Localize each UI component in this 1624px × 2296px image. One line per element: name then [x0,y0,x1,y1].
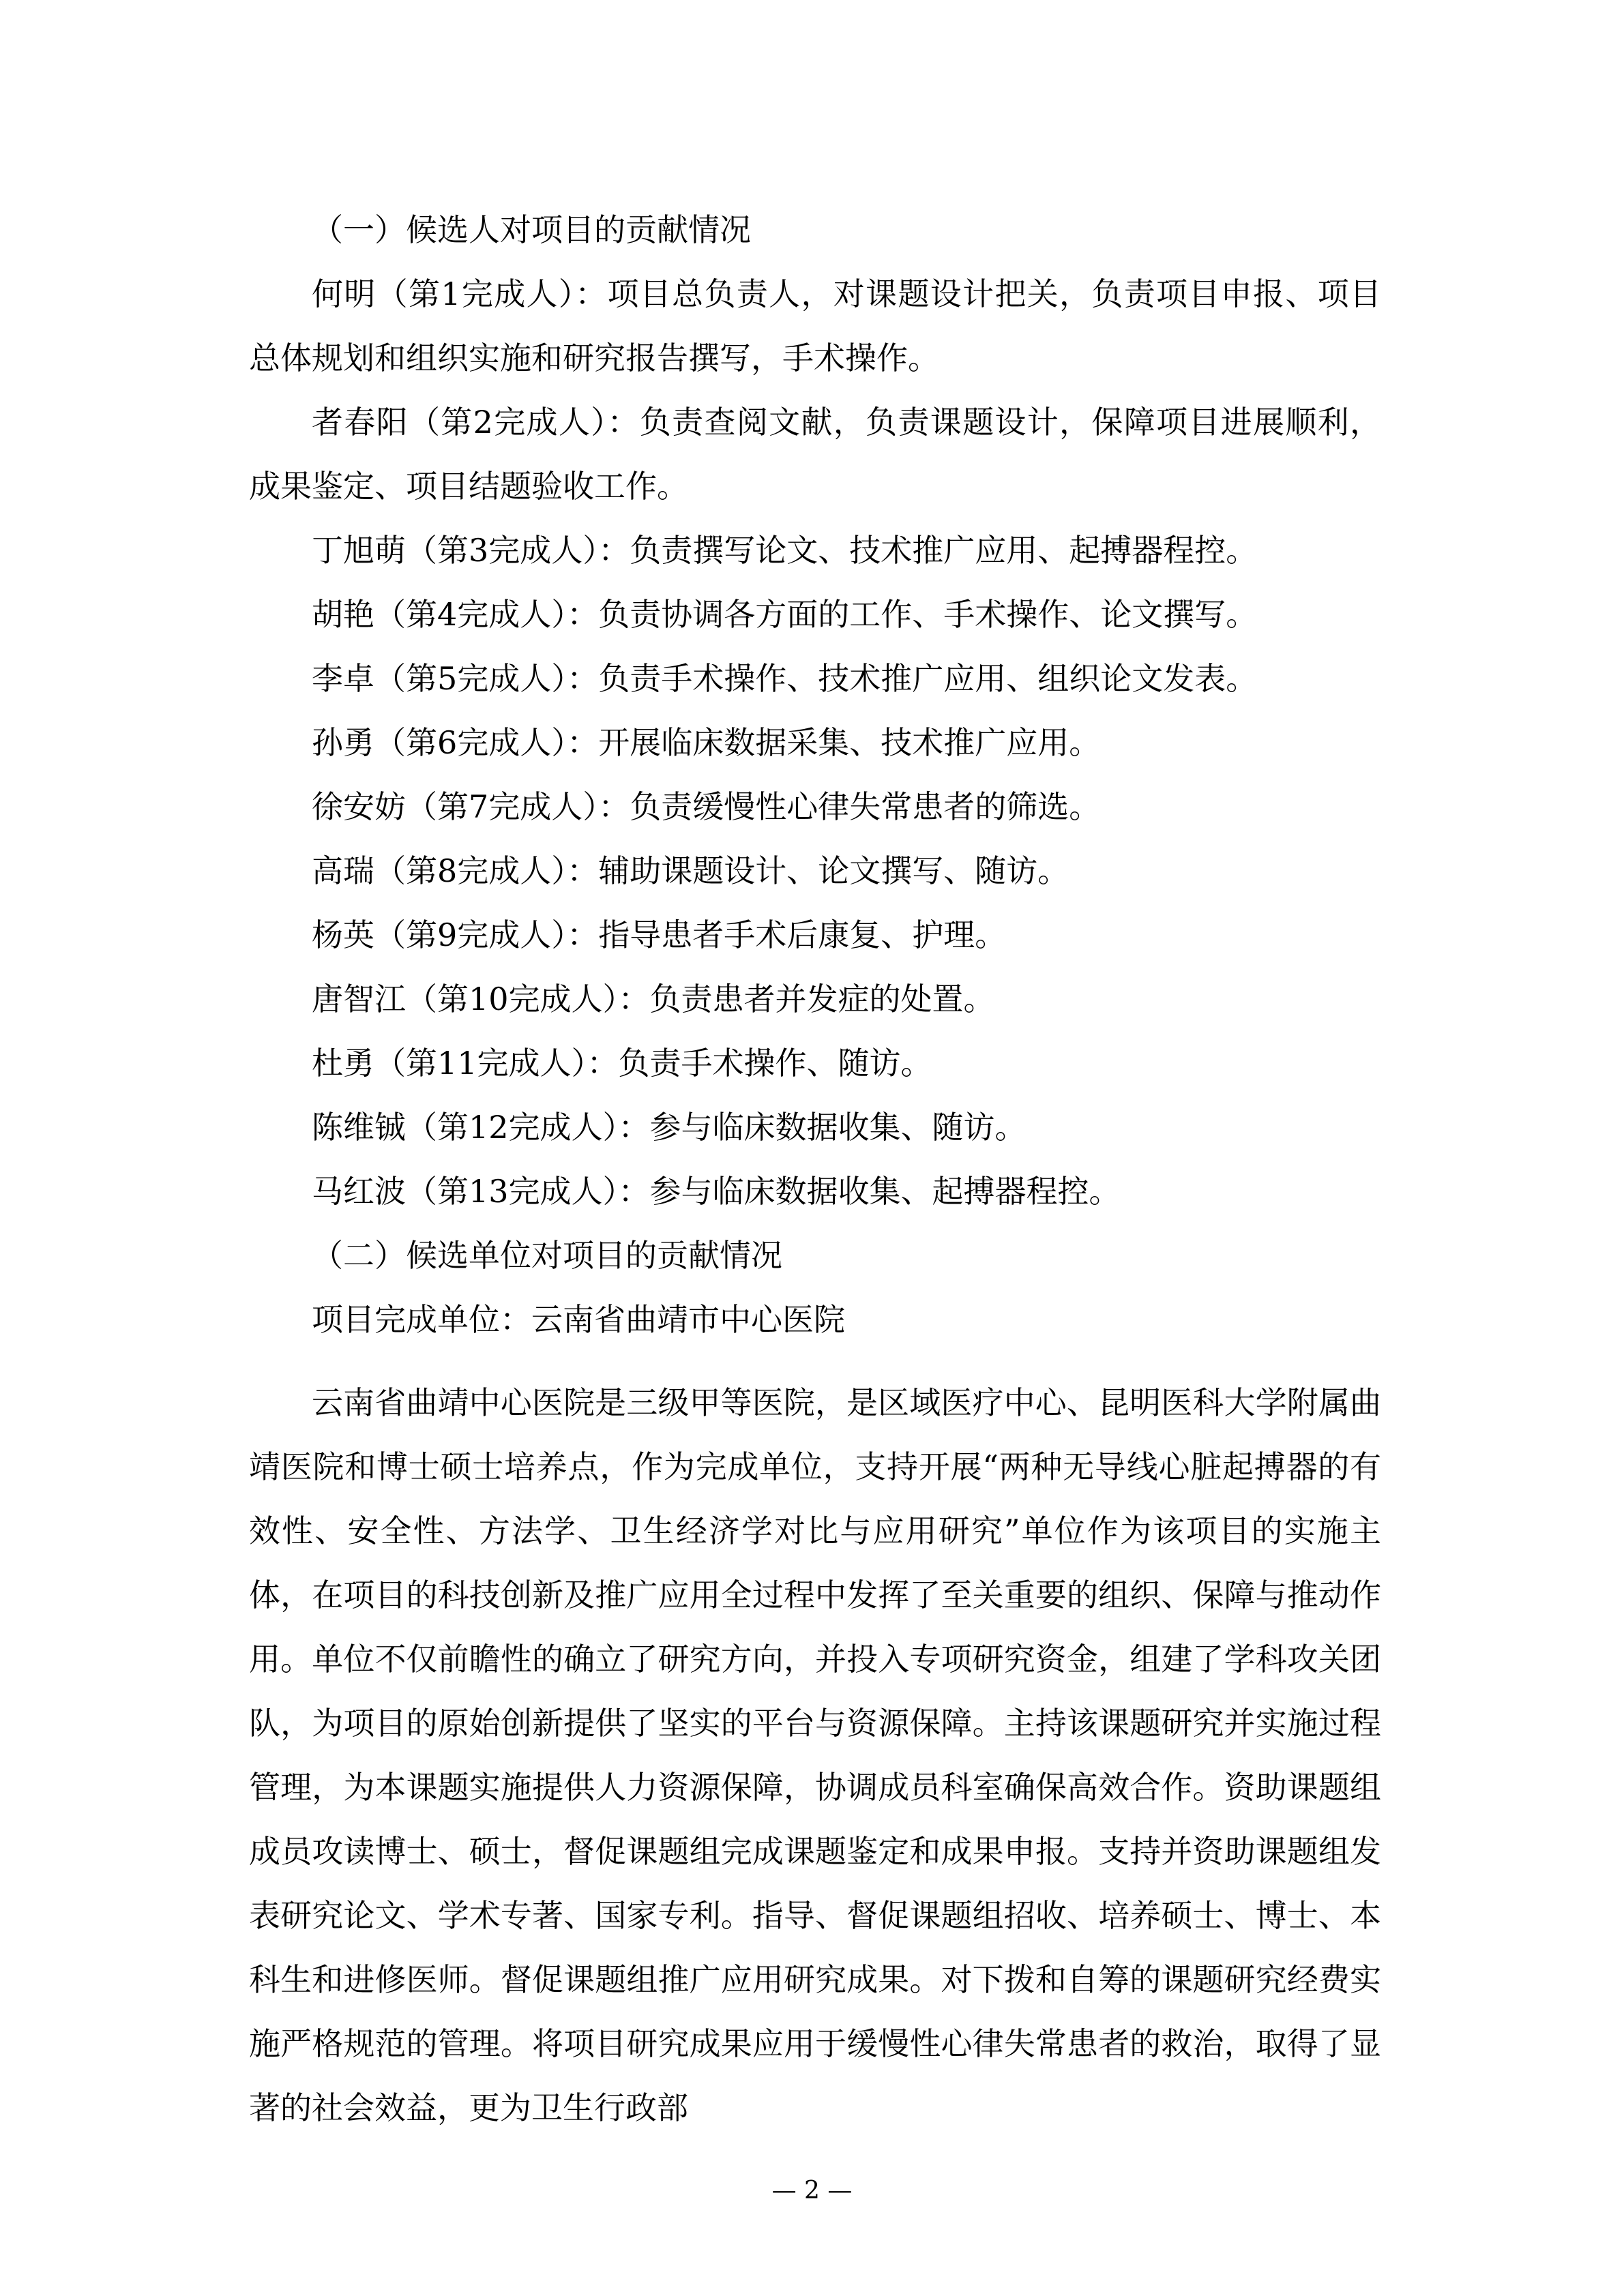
document-page [249,198,1381,2140]
contributor-4: 胡艳（第4完成人）：负责协调各方面的工作、手术操作、论文撰写。 [312,596,1258,633]
page-number: — 2 — [771,2177,853,2205]
contributor-13: 马红波（第13完成人）：参与临床数据收集、起搏器程控。 [312,1173,1121,1210]
contributor-9: 杨英（第9完成人）：指导患者手术后康复、护理。 [312,916,1007,953]
contributor-8: 高瑞（第8完成人）：辅助课题设计、论文撰写、随访。 [312,852,1069,889]
section-1-heading: （一）候选人对项目的贡献情况 [312,211,751,248]
contributor-2: 者春阳（第2完成人）：负责查阅文献，负责课题设计，保障项目进展顺利，成果鉴定、项目结题验收工作。 [249,404,1381,505]
contributor-6: 孙勇（第6完成人）：开展临床数据采集、技术推广应用。 [312,724,1101,761]
contributor-7: 徐安妨（第7完成人）：负责缓慢性心律失常患者的筛选。 [312,788,1101,825]
unit-contribution-paragraph: 云南省曲靖中心医院是三级甲等医院，是区域医疗中心、昆明医科大学附属曲靖医院和博士硕士培养点，作为完成单位，支持开展“两种无导线心脏起搏器的有效性、安全性、方法学、卫生经济学对比与应用研究”单位作为该项目的实施主体，在项目的科技创新及推广应用全过程中发挥了至关重要的组织、保障与推动作用。单位不仅前瞻性的确立了研究方向，并投入专项研究资金，组建了学科攻关团队，为项目的原始创新提供了坚实的平台与资源保障。主持该课题研究并实施过程管理，为本课题实施提供人力资源保障，协调成员科室确保高效合作。资助课题组成员攻读博士、硕士，督促课题组完成课题鉴定和成果申报。支持并资助课题组发表研究论文、学术专著、国家专利。指导、督促课题组招收、培养硕士、博士、本科生和进修医师。督促课题组推广应用研究成果。对下拨和自筹的课题研究经费实施严格规范的管理。将项目研究成果应用于缓慢性心律失常患者的救治，取得了显著的社会效益，更为卫生行政部 [249,1384,1381,2126]
section-2-heading: （二）候选单位对项目的贡献情况 [312,1237,782,1274]
contributor-12: 陈维铖（第12完成人）：参与临床数据收集、随访。 [312,1109,1027,1146]
paragraph-spacer [249,1352,1381,1371]
contributor-10: 唐智江（第10完成人）：负责患者并发症的处置。 [312,981,995,1017]
contributor-5: 李卓（第5完成人）：负责手术操作、技术推广应用、组织论文发表。 [312,660,1258,697]
contributor-11: 杜勇（第11完成人）：负责手术操作、随访。 [312,1045,932,1082]
completion-unit-line: 项目完成单位：云南省曲靖市中心医院 [312,1301,845,1338]
contributor-1: 何明（第1完成人）：项目总负责人，对课题设计把关，负责项目申报、项目总体规划和组织实施和研究报告撰写，手术操作。 [249,275,1381,376]
contributor-3: 丁旭萌（第3完成人）：负责撰写论文、技术推广应用、起搏器程控。 [312,532,1258,569]
